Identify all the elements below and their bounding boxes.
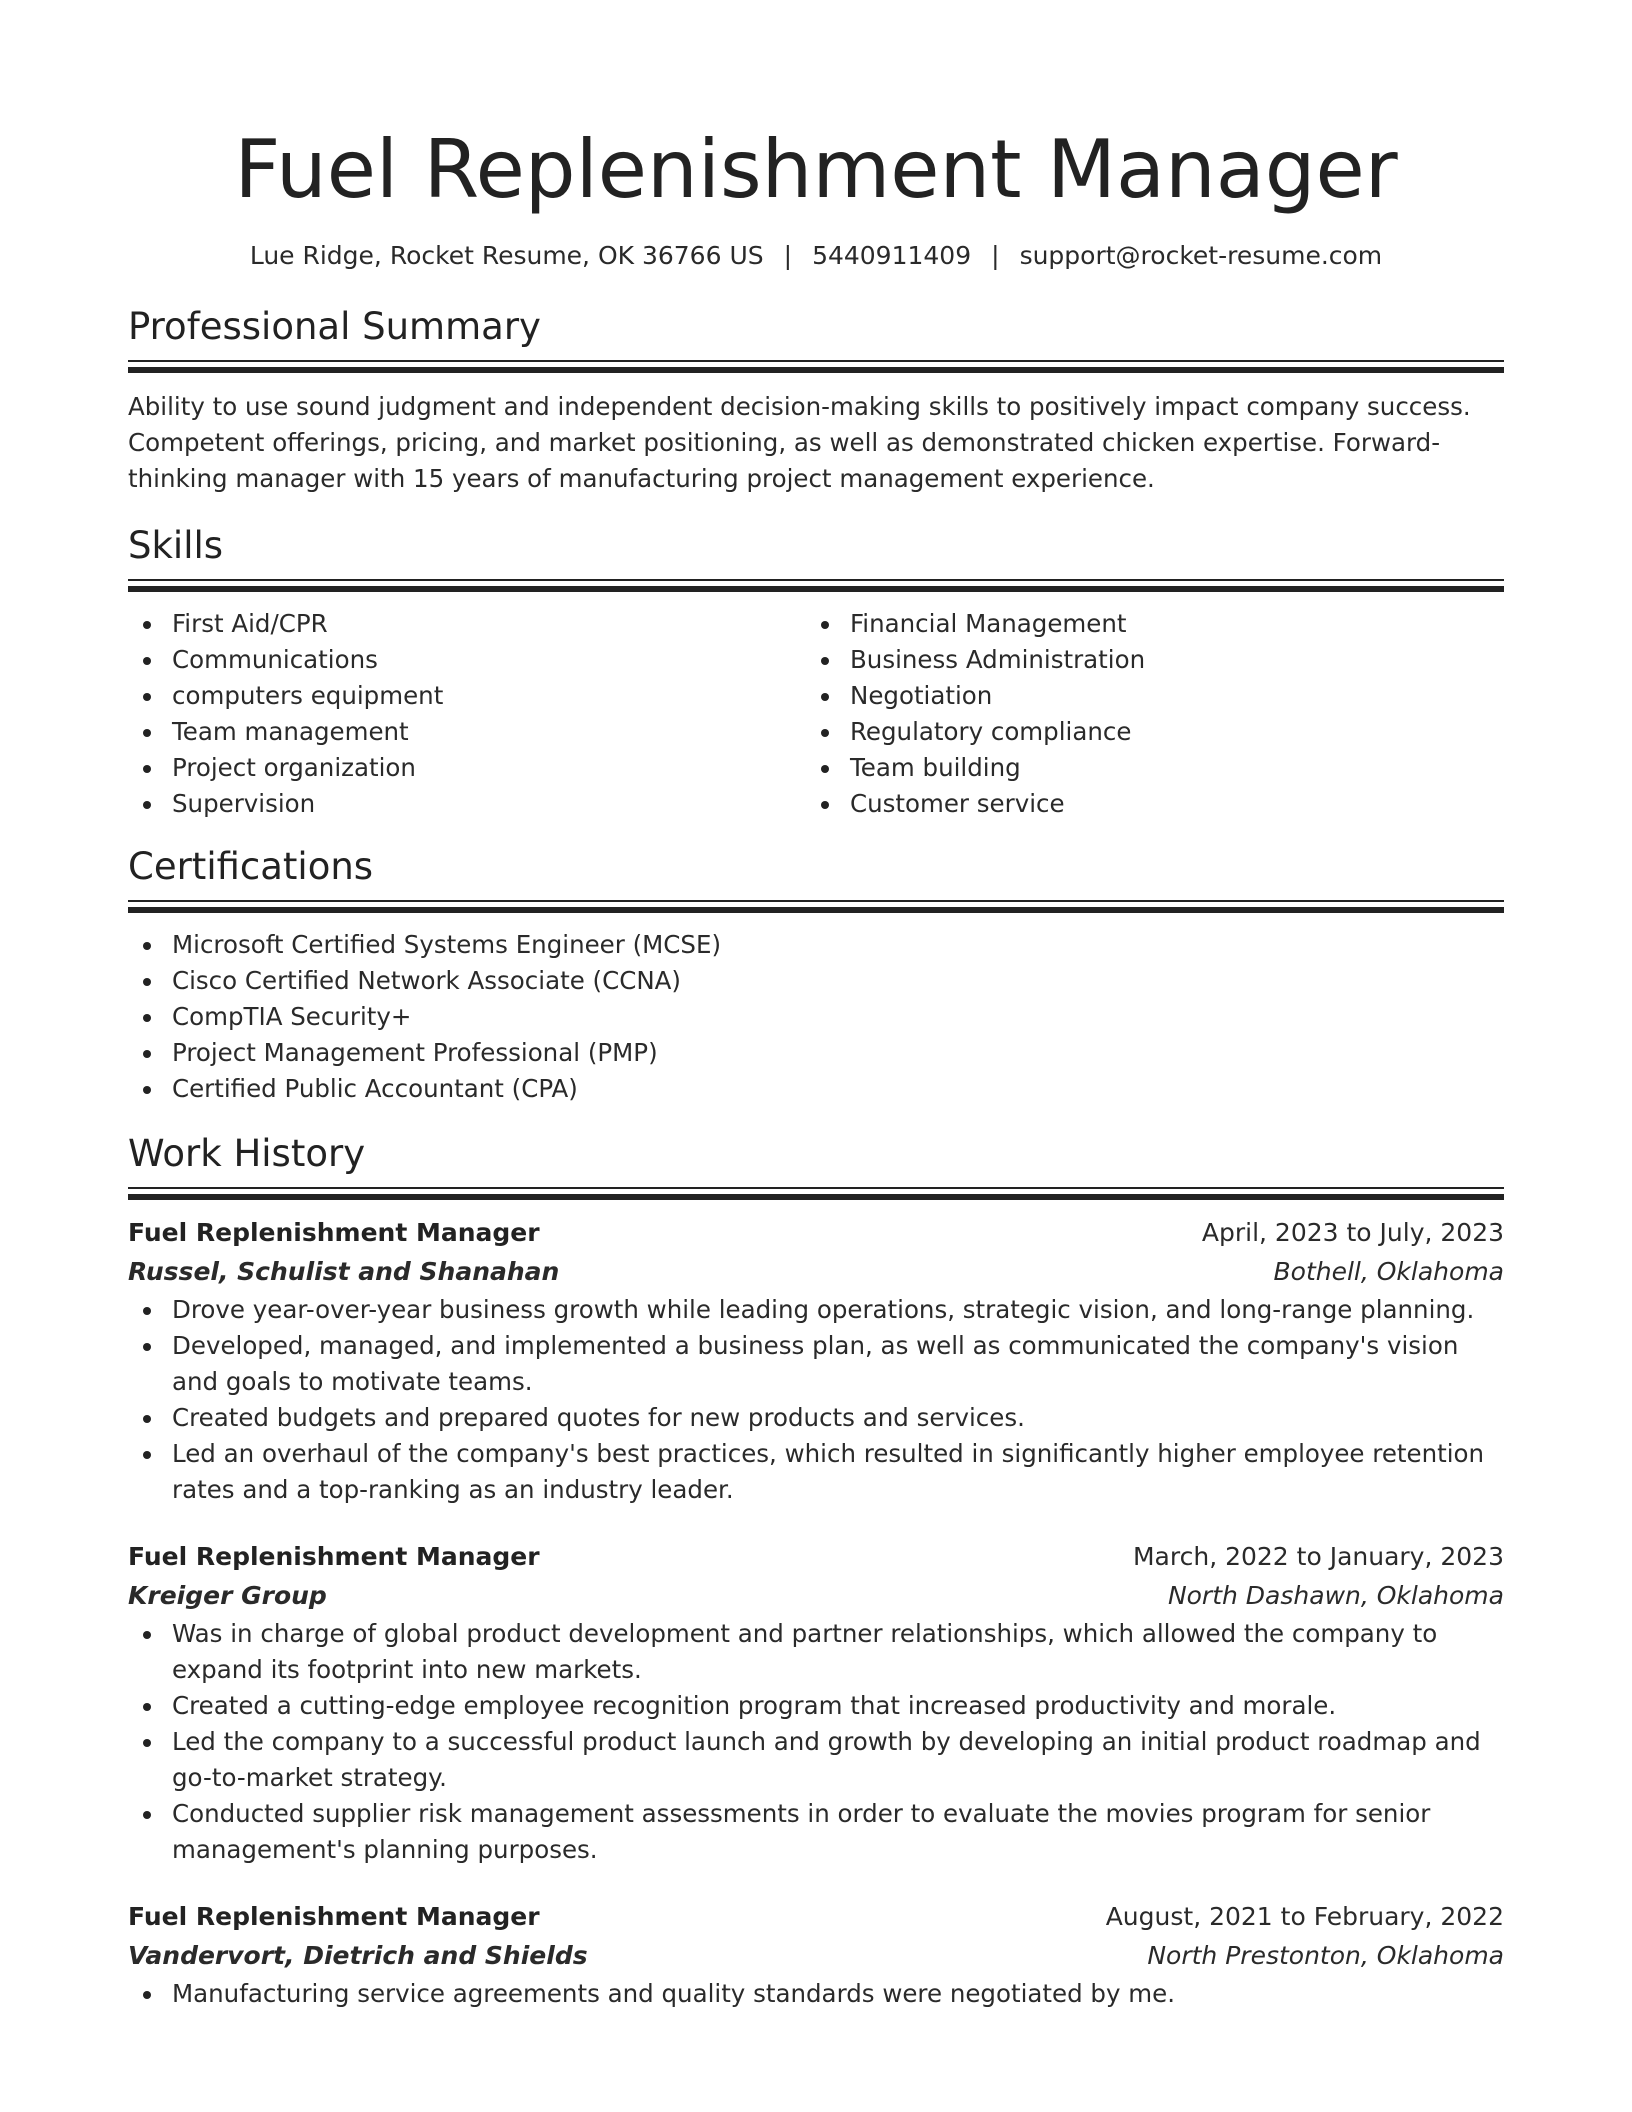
job-company: Vandervort, Dietrich and Shields [128, 1941, 588, 1970]
skill-item: Financial Management [806, 606, 1484, 642]
contact-separator: | [783, 241, 793, 270]
contact-address: Lue Ridge, Rocket Resume, OK 36766 US [249, 241, 764, 270]
skill-item: Team management [128, 714, 806, 750]
section-divider [128, 360, 1504, 373]
job-title: Fuel Replenishment Manager [128, 1218, 540, 1247]
section-divider [128, 1187, 1504, 1200]
section-title-skills: Skills [128, 524, 224, 567]
skill-item: Team building [806, 750, 1484, 786]
job-company: Kreiger Group [128, 1581, 327, 1610]
job-title: Fuel Replenishment Manager [128, 1902, 540, 1931]
job-location: North Dashawn, Oklahoma [1167, 1581, 1504, 1610]
job-bullet: Drove year-over-year business growth while leading operations, strategic vision, and long-range planning. [128, 1292, 1504, 1328]
job-bullets [128, 1616, 1504, 1868]
job-location: Bothell, Oklahoma [1273, 1257, 1504, 1286]
summary-text: Ability to use sound judgment and independent decision-making skills to positively impact company success. Competent offerings, pricing, and market positioning, as well as demonstrated chicken expertise. Forward-thinking manager with 15 years of manufacturing project management experience. [128, 392, 1471, 493]
job-bullet: Was in charge of global product development and partner relationships, which allowed the company to expand its footprint into new markets. [128, 1616, 1504, 1688]
skill-item: Supervision [128, 786, 806, 822]
certification-item: Project Management Professional (PMP) [128, 1035, 1504, 1071]
skills-column-right [806, 606, 1484, 822]
skill-item: Regulatory compliance [806, 714, 1484, 750]
resume-page [128, 0, 1504, 2012]
certifications-list [128, 927, 1504, 1107]
job-location: North Prestonton, Oklahoma [1147, 1941, 1504, 1970]
job-bullet: Created a cutting-edge employee recognition program that increased productivity and morale. [128, 1688, 1504, 1724]
job-entry [128, 1538, 1504, 1868]
job-subheader [128, 1252, 1504, 1292]
job-dates: March, 2022 to January, 2023 [1132, 1542, 1504, 1571]
section-work-history [128, 1131, 1504, 2012]
section-title-work-history: Work History [128, 1132, 366, 1175]
skill-item: Business Administration [806, 642, 1484, 678]
job-bullet: Developed, managed, and implemented a business plan, as well as communicated the company's vision and goals to motivate teams. [128, 1328, 1504, 1400]
contact-phone: 5440911409 [812, 241, 972, 270]
job-bullet: Led the company to a successful product launch and growth by developing an initial product roadmap and go-to-market strategy. [128, 1724, 1504, 1796]
certification-item: Cisco Certified Network Associate (CCNA) [128, 963, 1504, 999]
job-dates: August, 2021 to February, 2022 [1105, 1902, 1504, 1931]
job-header [128, 1214, 1504, 1252]
job-bullets [128, 1976, 1504, 2012]
contact-email: support@rocket-resume.com [1019, 241, 1383, 270]
section-divider [128, 579, 1504, 592]
job-bullet: Created budgets and prepared quotes for new products and services. [128, 1400, 1504, 1436]
skills-grid [128, 606, 1504, 822]
skill-item: Project organization [128, 750, 806, 786]
job-header [128, 1898, 1504, 1936]
job-bullets [128, 1292, 1504, 1508]
section-title-certifications: Certifications [128, 845, 374, 888]
resume-name: Fuel Replenishment Manager [234, 123, 1398, 216]
skill-item: First Aid/CPR [128, 606, 806, 642]
job-bullet: Led an overhaul of the company's best practices, which resulted in significantly higher employee retention rates and a top-ranking as an industry leader. [128, 1436, 1504, 1508]
job-subheader [128, 1936, 1504, 1976]
job-entry [128, 1214, 1504, 1508]
skill-item: Communications [128, 642, 806, 678]
section-summary [128, 304, 1504, 497]
job-dates: April, 2023 to July, 2023 [1201, 1218, 1504, 1247]
job-company: Russel, Schulist and Shanahan [128, 1257, 560, 1286]
section-certifications [128, 844, 1504, 1107]
job-entry [128, 1898, 1504, 2012]
skill-item: Negotiation [806, 678, 1484, 714]
certification-item: Certified Public Accountant (CPA) [128, 1071, 1504, 1107]
job-subheader [128, 1576, 1504, 1616]
job-bullet: Conducted supplier risk management assessments in order to evaluate the movies program for senior management's planning purposes. [128, 1796, 1504, 1868]
skill-item: Customer service [806, 786, 1484, 822]
section-skills [128, 523, 1504, 822]
job-header [128, 1538, 1504, 1576]
skills-column-left [128, 606, 806, 822]
certification-item: CompTIA Security+ [128, 999, 1504, 1035]
section-divider [128, 900, 1504, 913]
contact-line [128, 240, 1504, 272]
contact-separator: | [991, 241, 1000, 270]
job-title: Fuel Replenishment Manager [128, 1542, 540, 1571]
skill-item: computers equipment [128, 678, 806, 714]
certification-item: Microsoft Certified Systems Engineer (MCSE) [128, 927, 1504, 963]
job-bullet: Manufacturing service agreements and quality standards were negotiated by me. [128, 1976, 1504, 2012]
section-title-summary: Professional Summary [128, 305, 541, 348]
